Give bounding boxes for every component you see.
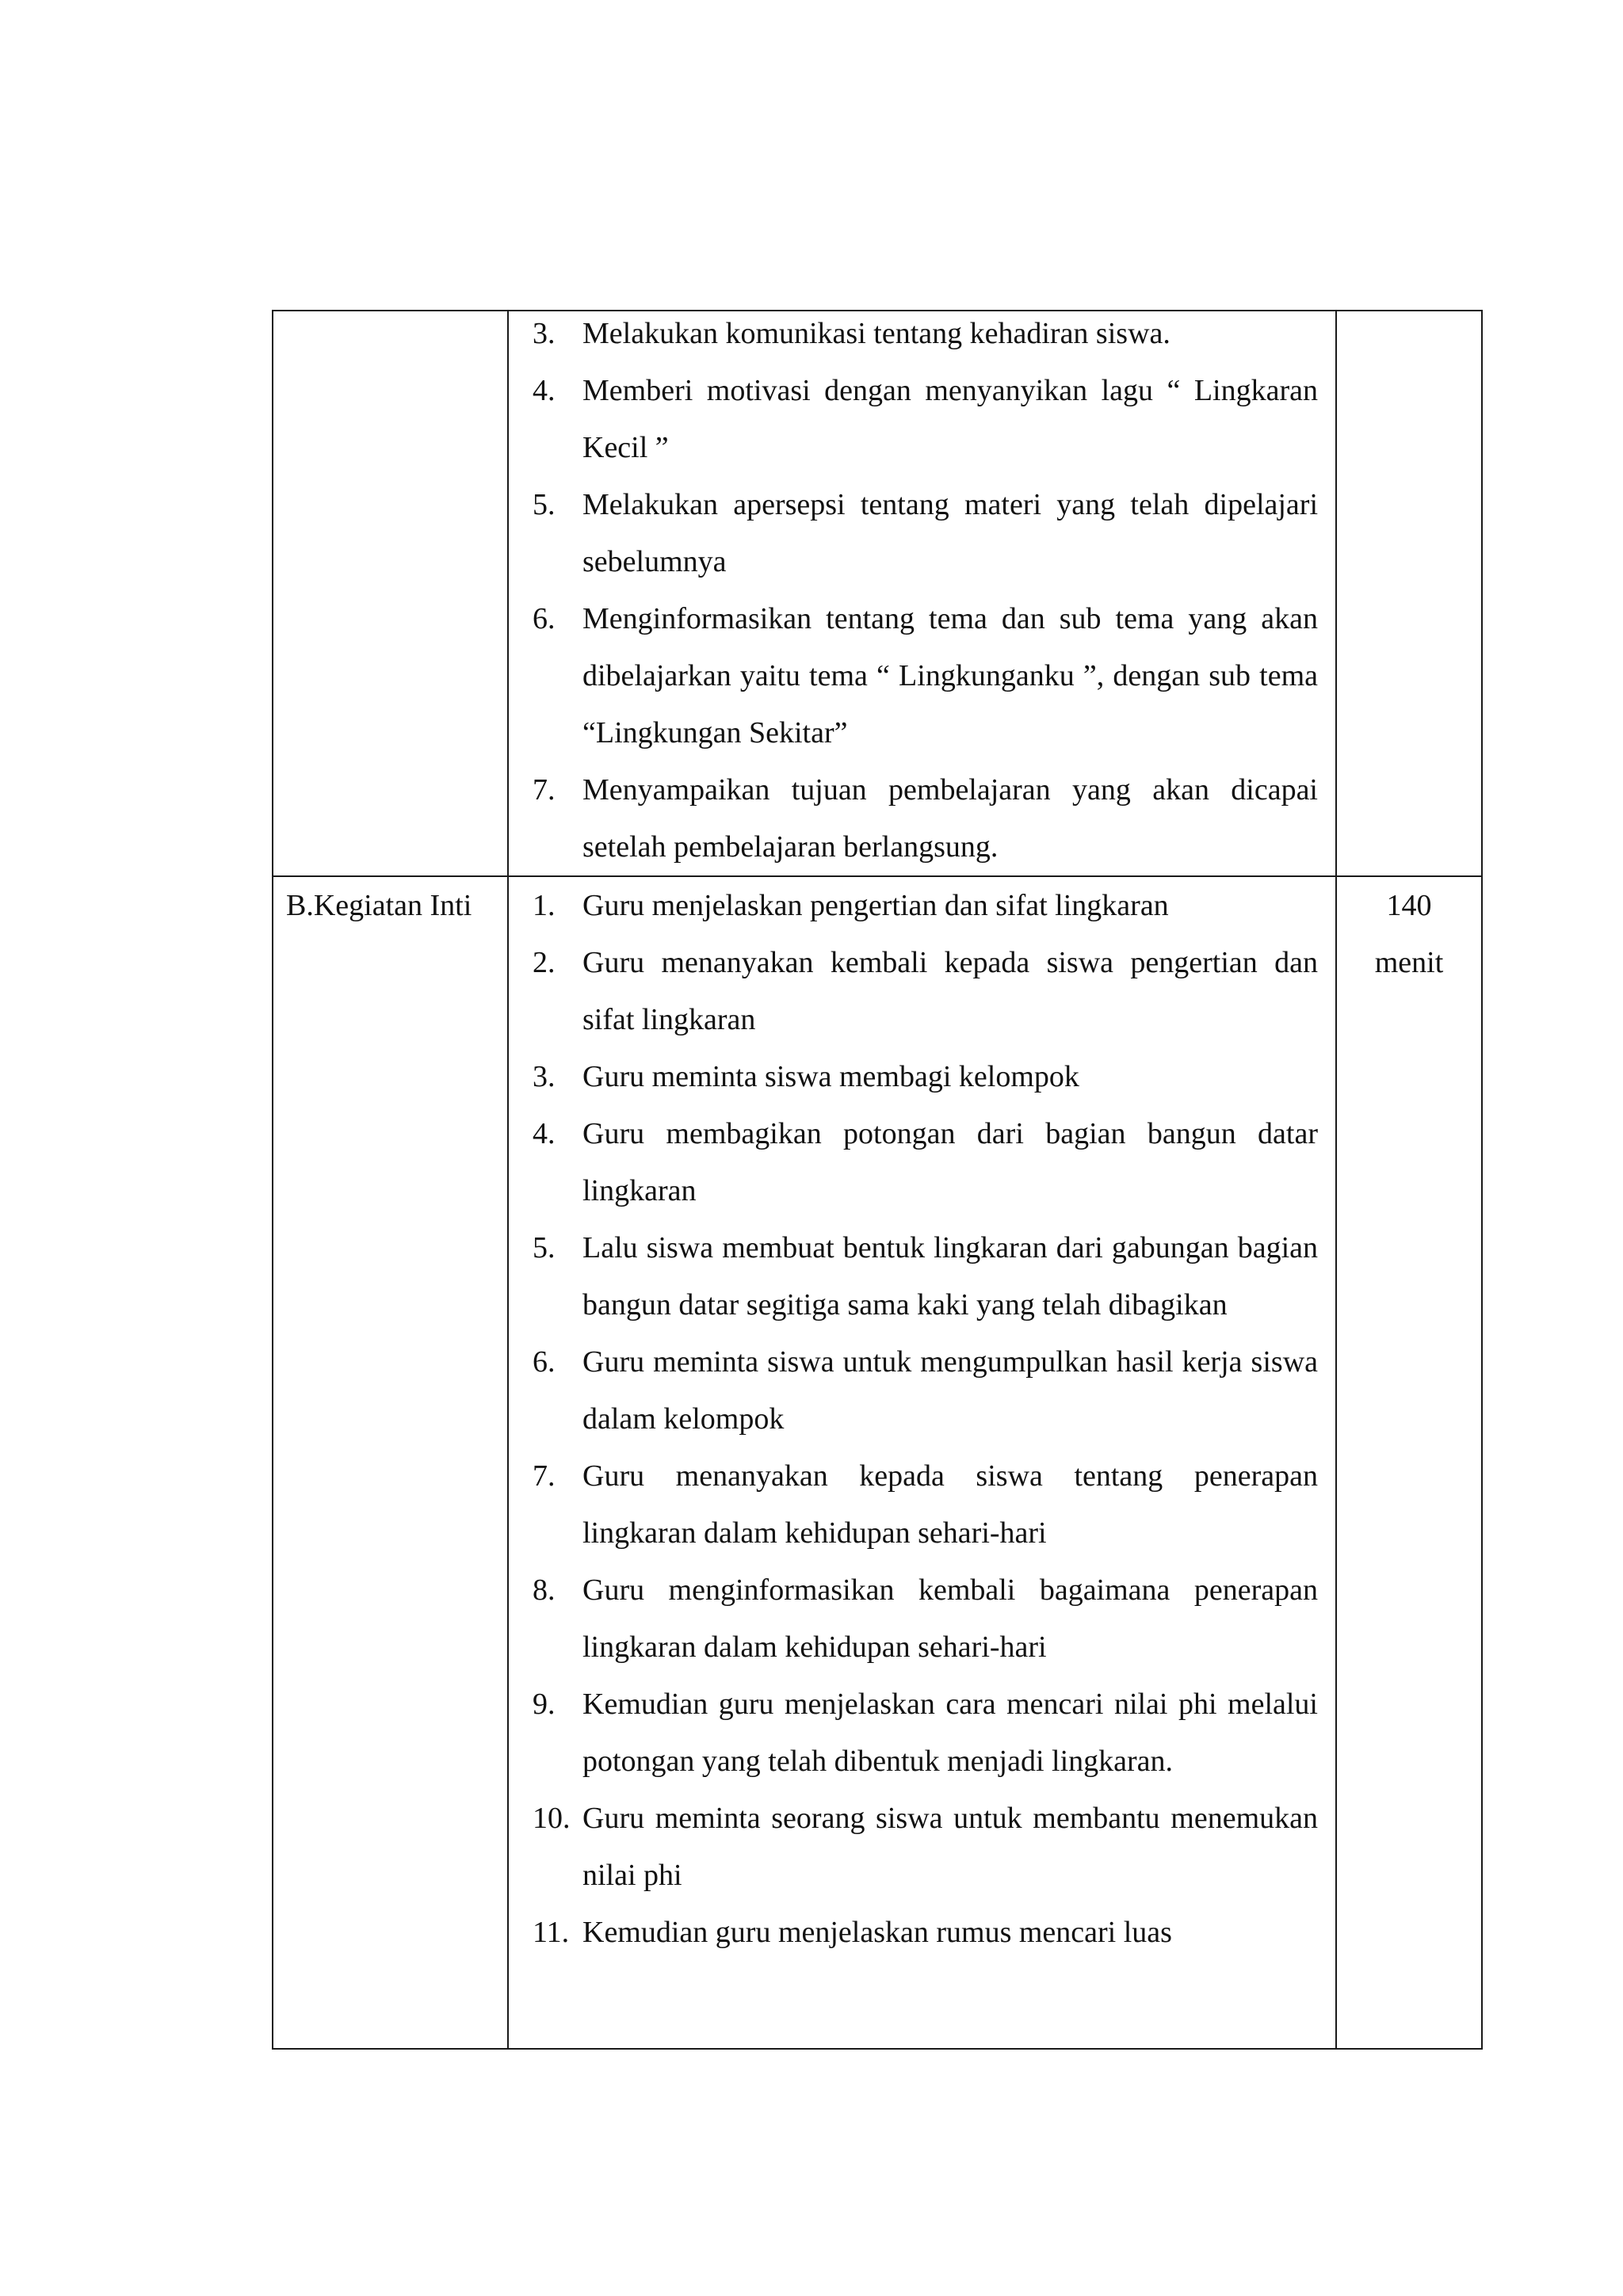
list-item — [533, 1219, 1318, 1333]
list-item — [533, 362, 1318, 476]
item-number: 10. — [533, 1802, 571, 1835]
steps-list — [509, 311, 1335, 875]
list-item — [533, 1790, 1318, 1904]
item-text: Guru meminta seorang siswa untuk membantu menemukan nilai phi — [582, 1802, 1318, 1892]
list-item — [533, 761, 1318, 875]
time-value: 140 — [1386, 889, 1432, 922]
steps-cell — [508, 311, 1336, 876]
list-item — [533, 1904, 1318, 1961]
item-number: 7. — [533, 1459, 556, 1493]
item-number: 5. — [533, 488, 556, 521]
phase-cell — [273, 311, 508, 876]
item-number: 5. — [533, 1231, 556, 1264]
list-item — [533, 1447, 1318, 1562]
item-text: Memberi motivasi dengan menyanyikan lagu “ Lingkaran Kecil ” — [582, 374, 1318, 464]
item-number: 9. — [533, 1688, 556, 1721]
item-text: Guru meminta siswa membagi kelompok — [582, 1060, 1079, 1093]
item-text: Guru menginformasikan kembali bagaimana penerapan lingkaran dalam kehidupan sehari-hari — [582, 1573, 1318, 1664]
list-item — [533, 1048, 1318, 1105]
item-text: Kemudian guru menjelaskan cara mencari nilai phi melalui potongan yang telah dibentuk menjadi lingkaran. — [582, 1688, 1318, 1778]
item-number: 1. — [533, 889, 556, 922]
phase-cell: B.Kegiatan Inti — [273, 876, 508, 2049]
table-row-core-activity — [273, 876, 1482, 2049]
item-text: Menginformasikan tentang tema dan sub tema yang akan dibelajarkan yaitu tema “ Lingkunganku ”, dengan sub tema “Lingkungan Sekitar” — [582, 602, 1318, 749]
list-item — [533, 476, 1318, 590]
steps-list — [509, 877, 1335, 1961]
list-item — [533, 877, 1318, 934]
item-text: Guru menanyakan kembali kepada siswa pengertian dan sifat lingkaran — [582, 946, 1318, 1036]
item-number: 11. — [533, 1916, 570, 1949]
item-number: 3. — [533, 317, 556, 350]
list-item — [533, 311, 1318, 362]
item-text: Melakukan apersepsi tentang materi yang telah dipelajari sebelumnya — [582, 488, 1318, 578]
list-item — [533, 1333, 1318, 1447]
item-text: Guru membagikan potongan dari bagian bangun datar lingkaran — [582, 1117, 1318, 1207]
item-number: 4. — [533, 1117, 556, 1150]
item-text: Guru menjelaskan pengertian dan sifat lingkaran — [582, 889, 1169, 922]
item-text: Menyampaikan tujuan pembelajaran yang akan dicapai setelah pembelajaran berlangsung. — [582, 773, 1318, 864]
list-item — [533, 1105, 1318, 1219]
item-number: 2. — [533, 946, 556, 979]
item-number: 3. — [533, 1060, 556, 1093]
item-number: 4. — [533, 374, 556, 407]
item-text: Guru meminta siswa untuk mengumpulkan hasil kerja siswa dalam kelompok — [582, 1345, 1318, 1436]
steps-cell — [508, 876, 1336, 2049]
time-cell — [1336, 311, 1482, 876]
list-item — [533, 1562, 1318, 1676]
item-number: 6. — [533, 1345, 556, 1379]
time-unit: menit — [1374, 946, 1444, 979]
item-text: Kemudian guru menjelaskan rumus mencari luas — [582, 1916, 1172, 1949]
item-text: Lalu siswa membuat bentuk lingkaran dari gabungan bagian bangun datar segitiga sama kaki yang telah dibagikan — [582, 1231, 1318, 1322]
item-text: Melakukan komunikasi tentang kehadiran siswa. — [582, 317, 1170, 350]
list-item — [533, 590, 1318, 761]
item-number: 8. — [533, 1573, 556, 1607]
time-cell — [1336, 876, 1482, 2049]
list-item — [533, 934, 1318, 1048]
item-text: Guru menanyakan kepada siswa tentang penerapan lingkaran dalam kehidupan sehari-hari — [582, 1459, 1318, 1550]
item-number: 7. — [533, 773, 556, 807]
list-item — [533, 1676, 1318, 1790]
item-number: 6. — [533, 602, 556, 635]
lesson-activity-table — [272, 310, 1483, 2050]
table-row-opening — [273, 311, 1482, 876]
